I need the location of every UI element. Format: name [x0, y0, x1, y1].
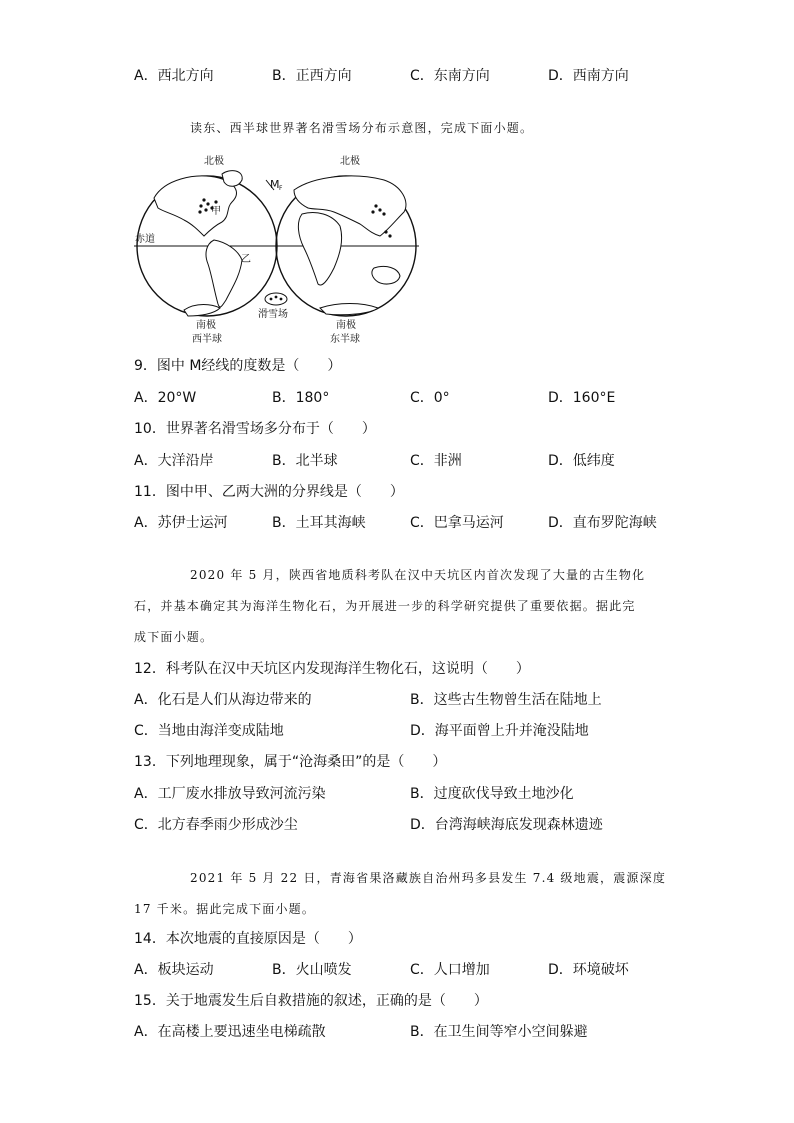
- q9-option-a: A．20°W: [134, 390, 197, 406]
- ski-intro-text: 读东、西半球世界著名滑雪场分布示意图，完成下面小题。: [190, 121, 534, 135]
- africa-shape: [298, 213, 341, 286]
- q12-option-b: B．这些古生物曾生活在陆地上: [410, 692, 602, 708]
- west-north-pole-label: 北极: [204, 156, 224, 167]
- q10-option-b: B．北半球: [272, 453, 338, 469]
- q12-option-c: C．当地由海洋变成陆地: [134, 723, 284, 739]
- meridian-subscript-label: F: [279, 185, 283, 192]
- hemisphere-map-figure: [134, 150, 419, 350]
- q14-option-d: D．环境破坏: [548, 962, 629, 978]
- east-north-pole-label: 北极: [340, 156, 360, 167]
- q11-option-b: B．土耳其海峡: [272, 515, 366, 531]
- q9-option-c: C．0°: [410, 390, 450, 406]
- west-south-pole-label: 南极: [196, 320, 216, 331]
- q11-option-d: D．直布罗陀海峡: [548, 515, 657, 531]
- q10-option-c: C．非洲: [410, 453, 462, 469]
- q13-option-c: C．北方春季雨少形成沙尘: [134, 817, 298, 833]
- q15-stem: 15．关于地震发生后自救措施的叙述，正确的是（ ）: [134, 993, 488, 1009]
- q14-option-b: B．火山喷发: [272, 962, 352, 978]
- north-america-shape: [154, 176, 236, 236]
- equator-label: 赤道: [135, 234, 155, 245]
- quake-passage-line-2: 17 千米。据此完成下面小题。: [134, 902, 316, 916]
- q9-option-b: B．180°: [272, 390, 330, 406]
- q11-stem: 11．图中甲、乙两大洲的分界线是（ ）: [134, 484, 404, 500]
- yi-label: 乙: [241, 254, 251, 265]
- q8-option-a: A．西北方向: [134, 68, 214, 84]
- fossil-passage-line-2: 石，并基本确定其为海洋生物化石，为开展进一步的科学研究提供了重要依据。据此完: [134, 599, 636, 613]
- q12-option-a: A．化石是人们从海边带来的: [134, 692, 312, 708]
- legend-ski-symbol: [265, 293, 287, 305]
- q9-option-d: D．160°E: [548, 390, 616, 406]
- meridian-label: M: [270, 178, 280, 191]
- greenland-shape: [222, 171, 242, 187]
- q13-option-d: D．台湾海峡海底发现森林遗迹: [410, 817, 603, 833]
- q14-option-c: C．人口增加: [410, 962, 490, 978]
- q11-option-c: C．巴拿马运河: [410, 515, 504, 531]
- antarctica-east-shape: [320, 304, 378, 315]
- south-america-shape: [206, 240, 242, 307]
- west-hemisphere-label: 西半球: [192, 334, 222, 345]
- fossil-passage-line-1: 2020 年 5 月，陕西省地质科考队在汉中天坑区内首次发现了大量的古生物化: [190, 568, 646, 582]
- quake-passage-line-1: 2021 年 5 月 22 日，青海省果洛藏族自治州玛多县发生 7.4 级地震，震源深度: [190, 871, 667, 885]
- q8-option-b: B．正西方向: [272, 68, 352, 84]
- q10-stem: 10．世界著名滑雪场多分布于（ ）: [134, 421, 376, 437]
- australia-shape: [372, 266, 400, 284]
- east-south-pole-label: 南极: [336, 320, 356, 331]
- q12-option-d: D．海平面曾上升并淹没陆地: [410, 723, 589, 739]
- q9-stem: 9．图中 M经线的度数是（ ）: [134, 358, 342, 374]
- legend-ski-label: 滑雪场: [258, 309, 288, 320]
- q11-option-a: A．苏伊士运河: [134, 515, 228, 531]
- jia-label: 甲: [211, 206, 221, 217]
- q8-option-c: C．东南方向: [410, 68, 490, 84]
- q13-option-a: A．工厂废水排放导致河流污染: [134, 786, 326, 802]
- q14-stem: 14．本次地震的直接原因是（ ）: [134, 931, 362, 947]
- q13-option-b: B．过度砍伐导致土地沙化: [410, 786, 574, 802]
- q10-option-d: D．低纬度: [548, 453, 615, 469]
- fossil-passage-line-3: 成下面小题。: [134, 630, 214, 644]
- q15-option-a: A．在高楼上要迅速坐电梯疏散: [134, 1024, 326, 1040]
- q12-stem: 12．科考队在汉中天坑区内发现海洋生物化石，这说明（ ）: [134, 661, 530, 677]
- antarctica-west-shape: [184, 305, 220, 317]
- q8-option-d: D．西南方向: [548, 68, 629, 84]
- q10-option-a: A．大洋沿岸: [134, 453, 214, 469]
- q13-stem: 13．下列地理现象，属于“沧海桑田”的是（ ）: [134, 754, 447, 770]
- q15-option-b: B．在卫生间等窄小空间躲避: [410, 1024, 588, 1040]
- east-hemisphere-label: 东半球: [330, 334, 360, 345]
- q14-option-a: A．板块运动: [134, 962, 214, 978]
